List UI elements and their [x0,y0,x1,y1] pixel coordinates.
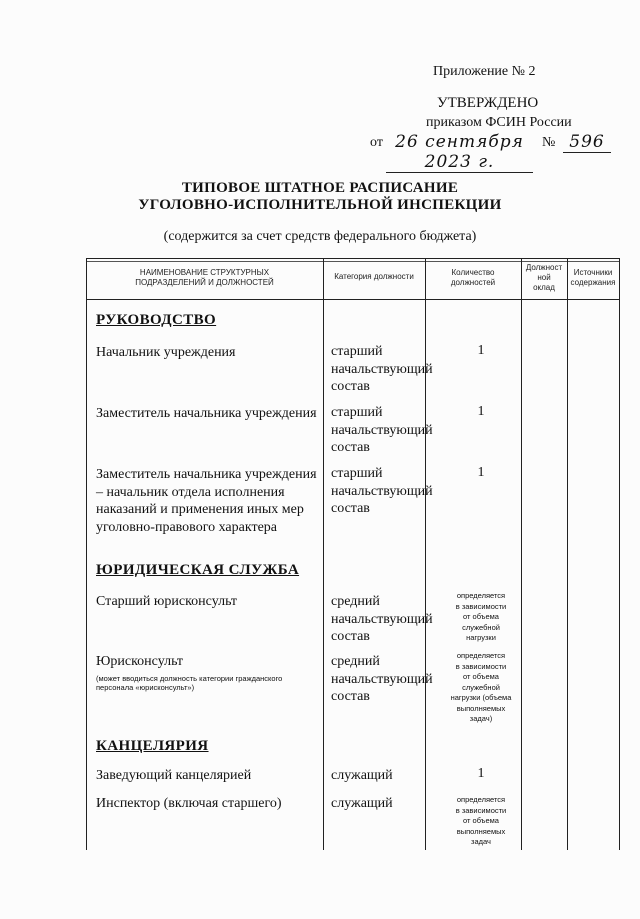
position-quantity: 1 [477,404,485,419]
table-top-border [86,258,620,259]
position-category: средний начальствующий состав [331,654,433,704]
position-quantity: 1 [477,465,485,480]
table-header-divider [86,299,620,300]
number-label: № [542,135,556,150]
position-name: Заместитель начальника учреждения – начальник отдела исполнения наказаний и применения иных мер уголовно-правового характера [96,467,317,535]
column-divider-4 [567,258,568,850]
position-quantity-note: определяется в зависимости от объема служебной нагрузки [455,591,507,642]
position-name: Начальник учреждения [96,345,236,360]
position-category: служащий [331,796,393,811]
position-name: Инспектор (включая старшего) [96,796,282,811]
column-divider-3 [521,258,522,850]
document-title-line1: ТИПОВОЕ ШТАТНОЕ РАСПИСАНИЕ [181,180,459,196]
position-name [96,653,321,692]
column-header-source: Источники содержания [570,268,616,287]
column-divider-1 [323,258,324,850]
order-date-line [370,132,620,172]
section-title-office: КАНЦЕЛЯРИЯ [96,738,209,754]
position-quantity: 1 [477,343,485,358]
column-header-name: НАИМЕНОВАНИЕ СТРУКТУРНЫХ ПОДРАЗДЕЛЕНИЙ И ДОЛЖНОСТЕЙ [135,268,274,287]
position-quantity-note: определяется в зависимости от объема служебной нагрузки (объема выполняемых задач) [450,651,512,723]
handwritten-number: 596 [563,132,611,153]
position-quantity-note: определяется в зависимости от объема выполняемых задач [455,795,507,846]
section-title-management: РУКОВОДСТВО [96,312,217,328]
position-category: старший начальствующий состав [331,466,433,516]
position-category: старший начальствующий состав [331,344,433,394]
order-line: приказом ФСИН России [426,115,572,130]
section-title-legal: ЮРИДИЧЕСКАЯ СЛУЖБА [96,562,300,578]
column-header-quantity: Количество должностей [450,268,496,287]
column-header-category: Категория должности [334,272,414,281]
table-border-right [619,258,620,850]
table-top-border-inner [86,261,620,262]
position-name: Старший юрисконсульт [96,594,238,609]
approved-label: УТВЕРЖДЕНО [437,95,539,111]
document-title-line2: УГОЛОВНО-ИСПОЛНИТЕЛЬНОЙ ИНСПЕКЦИИ [138,197,502,213]
position-name: Заведующий канцелярией [96,768,252,783]
annex-label: Приложение № 2 [433,64,536,79]
position-category: средний начальствующий состав [331,594,433,644]
column-header-salary: Должност ной оклад [525,263,563,292]
document-subtitle: (содержится за счет средств федерального бюджета) [163,229,477,244]
position-category: служащий [331,768,393,783]
position-name: Заместитель начальника учреждения [96,406,317,421]
table-border-left [86,258,87,850]
position-name-text: Юрисконсульт [96,654,184,669]
position-category: старший начальствующий состав [331,405,433,455]
date-prefix: от [370,135,383,150]
position-quantity: 1 [477,766,485,781]
position-note: (может вводиться должность категории гражданского персонала «юрисконсульт») [96,673,283,692]
handwritten-date: 26 сентября 2023 г. [386,132,533,173]
